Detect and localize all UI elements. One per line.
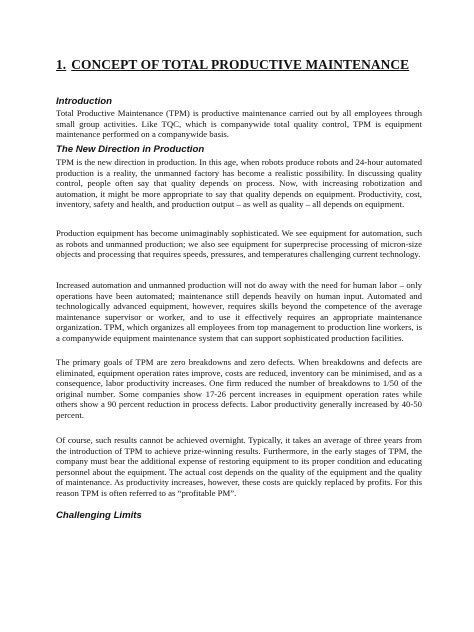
title-text: CONCEPT OF TOTAL PRODUCTIVE MAINTENANCE [71, 57, 410, 72]
section-heading-challenging-limits: Challenging Limits [56, 510, 142, 521]
section-heading-introduction: Introduction [56, 96, 112, 107]
paragraph-introduction: Total Productive Maintenance (TPM) is productive maintenance carried out by all employees through small group activities. Like TQC, which is companywide total quality control, TPM is equipment maintenance performed on a companywide basis. [56, 108, 422, 140]
paragraph-primary-goals: The primary goals of TPM are zero breakdowns and zero defects. When breakdowns and defects are eliminated, equipment operation rates improve, costs are reduced, inventory can be minimised, and as a consequence, labor productivity increases. One firm reduced the number of breakdowns to 1/50 of the original number. Some companies show 17-26 percent increases in equipment operation rates while others show a 90 percent reduction in process defects. Labor productivity generally increased by 40-50 percent. [56, 357, 422, 420]
title-number: 1. [56, 57, 67, 72]
paragraph-new-direction: TPM is the new direction in production. In this age, when robots produce robots and 24-hour automated production is a reality, the unmanned factory has become a realistic possibility. In discussing quality control, people often say that quality depends on process. Now, with increasing robotization and automation, it might be more appropriate to say that quality depends on equipment. Productivity, cost, inventory, safety and health, and production output – as well as quality – all depends on equipment. [56, 157, 422, 210]
section-heading-new-direction: The New Direction in Production [56, 144, 205, 155]
paragraph-of-course: Of course, such results cannot be achieved overnight. Typically, it takes an average of three years from the introduction of TPM to achieve prize-winning results. Furthermore, in the early stages of TPM, the company must bear the additional expense of restoring equipment to its proper condition and educating personnel about the equipment. The actual cost depends on the quality of the equipment and the quality of maintenance. As productivity increases, however, these costs are quickly replaced by profits. For this reason TPM is often referred to as “profitable PM”. [56, 435, 422, 498]
document-title [56, 57, 444, 73]
paragraph-increased-automation: Increased automation and unmanned production will not do away with the need for human labor – only operations have been automated; maintenance still depends heavily on human input. Automated and technologically advanced equipment, however, requires skills beyond the competence of the average maintenance supervisor or worker, and to use it effectively requires an appropriate maintenance organization. TPM, which organizes all employees from top management to production line workers, is a companywide equipment maintenance system that can support sophisticated production facilities. [56, 280, 422, 343]
paragraph-equipment: Production equipment has become unimaginably sophisticated. We see equipment for automation, such as robots and unmanned production; we also see equipment for superprecise processing of micron-size objects and processing that requires speeds, pressures, and temperatures challenging current technology. [56, 228, 422, 260]
